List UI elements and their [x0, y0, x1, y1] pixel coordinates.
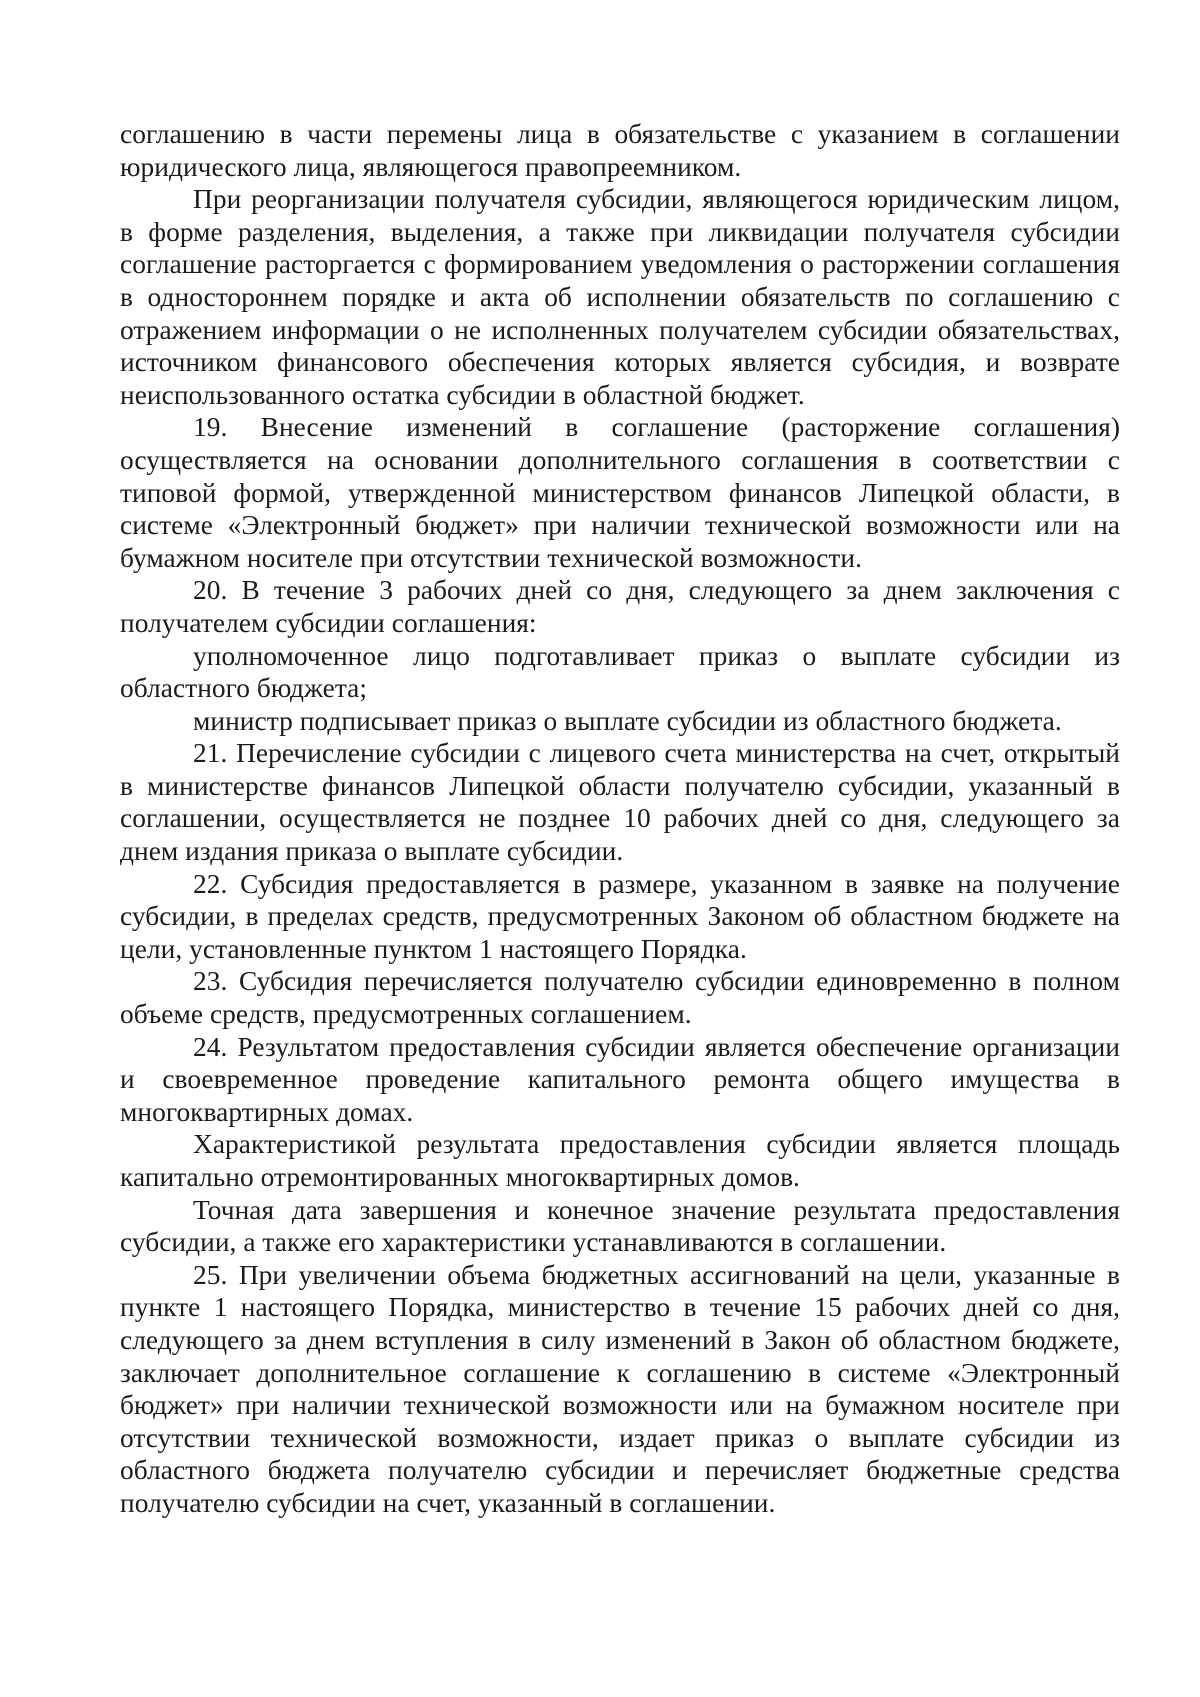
paragraph-item-23: 23. Субсидия перечисляется получателю субсидии единовременно в полном объеме средств, предусмотренных соглашением. — [120, 966, 1120, 1030]
paragraph-item-20-sub-2: министр подписывает приказ о выплате субсидии из областного бюджета. — [193, 705, 1062, 736]
paragraph-item-19: 19. Внесение изменений в соглашение (расторжение соглашения) осуществляется на основании дополнительного соглашения в соответствии с типовой формой, утвержденной министерством финансов Липецкой области, в системе «Электронный бюджет» при наличии технической возможности или на бумажном носителе при отсутствии технической возможности. — [120, 412, 1120, 573]
paragraph-item-20: 20. В течение 3 рабочих дней со дня, следующего за днем заключения с получателем субсидии соглашения: — [120, 575, 1120, 638]
paragraph-item-25: 25. При увеличении объема бюджетных ассигнований на цели, указанные в пункте 1 настоящего Порядка, министерство в течение 15 рабочих дней со дня, следующего за днем вступления в силу изменений в Закон об областном бюджете, заключает дополнительное соглашение к соглашению в системе «Электронный бюджет» при наличии технической возможности или на бумажном носителе при отсутствии технической возможности, издает приказ о выплате субсидии из областного бюджета получателю субсидии и перечисляет бюджетные средства получателю субсидии на счет, указанный в соглашении. — [120, 1259, 1120, 1518]
paragraph-item-24: 24. Результатом предоставления субсидии является обеспечение организации и своевременное проведение капитального ремонта общего имущества в многоквартирных домах. — [120, 1031, 1120, 1127]
paragraph-item-21: 21. Перечисление субсидии с лицевого счета министерства на счет, открытый в министерстве финансов Липецкой области получателю субсидии, указанный в соглашении, осуществляется не позднее 10 рабочих дней со дня, следующего за днем издания приказа о выплате субсидии. — [120, 738, 1120, 867]
paragraph-item-22: 22. Субсидия предоставляется в размере, указанном в заявке на получение субсидии, в пределах средств, предусмотренных Законом об областном бюджете на цели, установленные пунктом 1 настоящего Порядка. — [120, 868, 1120, 964]
document-body — [120, 118, 1120, 1520]
paragraph-item-24-date: Точная дата завершения и конечное значение результата предоставления субсидии, а также его характеристики устанавливаются в соглашении. — [120, 1194, 1120, 1258]
paragraph-continuation: соглашению в части перемены лица в обязательстве с указанием в соглашении юридического лица, являющегося правопреемником. — [120, 119, 1120, 182]
paragraph-item-20-sub-1: уполномоченное лицо подготавливает приказ о выплате субсидии из областного бюджета; — [120, 640, 1120, 704]
paragraph-item-24-characteristic: Характеристикой результата предоставления субсидии является площадь капитально отремонтированных многоквартирных домов. — [120, 1129, 1120, 1192]
paragraph-reorganization: При реорганизации получателя субсидии, являющегося юридическим лицом, в форме разделения, выделения, а также при ликвидации получателя субсидии соглашение расторгается с формированием уведомления о расторжении соглашения в одностороннем порядке и акта об исполнении обязательств по соглашению с отражением информации о не исполненных получателем субсидии обязательствах, источником финансового обеспечения которых является субсидия, и возврате неиспользованного остатка субсидии в областной бюджет. — [120, 184, 1120, 410]
